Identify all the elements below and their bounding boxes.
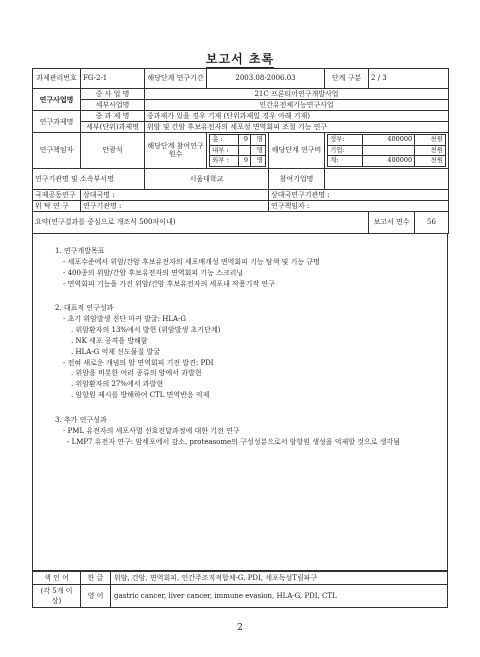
english-label: 영 어 [81,585,111,608]
mid-task-value: 중과제가 있을 경우 기재 (단위과제일 경우 아래 기재) [145,111,449,122]
english-keywords: gastric cancer, liver cancer, immune evasion, HLA-G, PDI, CTL [111,585,448,608]
row-project-major [33,89,449,100]
mid-task-label: 중 과 제 명 [81,111,145,122]
task-title-label: 연구과제명 [33,111,81,133]
lead-researcher-value: 안광석 [81,133,145,168]
detail-task-label: 세부(단위)과제명 [81,122,145,133]
row-organization [33,168,449,189]
major-project-value: 21C 프론티어연구개발사업 [145,89,449,100]
participant-count-label: 해당단계 참여연구원수 [145,133,207,168]
report-pages-label: 보고서 면수 [369,211,415,233]
intl-country: 상대국명 : [81,189,269,200]
consigned-institution: 연구기관명 : [81,200,269,211]
project-id-value: FG-2-1 [81,69,145,89]
summary-label: 요약(연구결과를 중심으로 개조식 500자이내) [33,211,369,233]
organization-label: 연구기관명 및 소속부서명 [33,168,145,189]
research-fund-values: 정부: 400000 천원 기업: 천원 계: 400000 천원 [325,133,449,168]
page-title: 보고서 초록 [205,52,275,66]
row-intl-research [33,189,449,200]
consigned-lead: 연구책임자 : [269,200,449,211]
summary-content [32,234,448,571]
report-pages-value: 56 [415,211,449,233]
intl-research-label: 국제공동연구 [33,189,81,200]
keyword-count-label: (각 5개 이상) [33,585,81,608]
intl-institution: 상대국연구기관명 : [269,189,449,200]
participant-counts: 총 : 9 명 내부 : 명 외부 : 9 명 [207,133,269,168]
company-label: 참여기업명 [269,168,325,189]
section-goals: 1. 연구개발목표 - 세포수준에서 위암/간암 후보유전자의 세포매개성 면역회피 기능 탐색 및 기능 규명 - 400종의 위암/간암 후보유전자의 면역회피 기능 스크리닝 - 면역회피 기능을 가진 위암/간암 후보유전자의 세포내 작용기작 연구 [55,247,320,288]
company-value [325,168,449,189]
period-value: 2003.08-2006.03 [207,69,325,89]
research-fund-label: 해당단계 연구비 [269,133,325,168]
korean-keywords: 위암, 간암, 면역회피, 인간주조직적합체-G, PDI, 세포독성T림파구 [111,572,448,585]
project-id-label: 과제관리번호 [33,69,81,89]
keyword-row-english [33,585,448,608]
detail-task-value: 위암 및 간암 후보유전자의 세포성 면역회피 조절 기능 연구 [145,122,449,133]
keyword-label: 색 인 어 [33,572,81,585]
stage-value: 2 / 3 [369,69,449,89]
consigned-research-label: 위 탁 연 구 [33,200,81,211]
page-number: 2 [237,623,243,633]
major-project-label: 중 사 업 명 [81,89,145,100]
section-results: 2. 대표적 연구성과 - 초기 위암발생 진단 마커 발굴: HLA-G . 위암환자의 13%에서 발현 (위암발생 초기단계) . NK 세포 공격을 방해함 . HLA-G 억제 신도물질 발굴 - 전혀 새로운 개념의 암 면역회피 기전 발견: PDI . 위암을 비롯한 여러 종류의 암에서 과발현 . 위암환자의 27%에서 과발현 . 암항원 제시를 방해하여 CTL 면역반응 억제 [55,304,221,400]
sub-project-value: 인간유전체기능연구사업 [145,100,449,111]
project-name-label: 연구사업명 [33,89,81,111]
abstract-form-table [32,68,449,234]
row-task-mid [33,111,449,122]
stage-label: 단계 구분 [325,69,369,89]
row-researchers [33,133,449,168]
row-summary-header [33,211,449,233]
row-consigned-research [33,200,449,211]
row-task-detail [33,122,449,133]
lead-researcher-label: 연구책임자 [33,133,81,168]
row-project-id [33,69,449,89]
sub-project-label: 세부사업명 [81,100,145,111]
section-additional: 3. 추가 연구성과 - PML 유전자의 세포사멸 신호전달과정에 대한 기전 연구 - LMP7 유전자 연구: 암세포에서 감소, proteasome의 구성성분으로서 암항원 생성을 억제할 것으로 생각됨 [55,415,401,446]
korean-label: 한 글 [81,572,111,585]
period-label: 해당단계 연구기간 [145,69,207,89]
organization-value: 서울대학교 [145,168,269,189]
keyword-row-korean [33,572,448,585]
keyword-table [32,571,448,608]
row-project-sub [33,100,449,111]
